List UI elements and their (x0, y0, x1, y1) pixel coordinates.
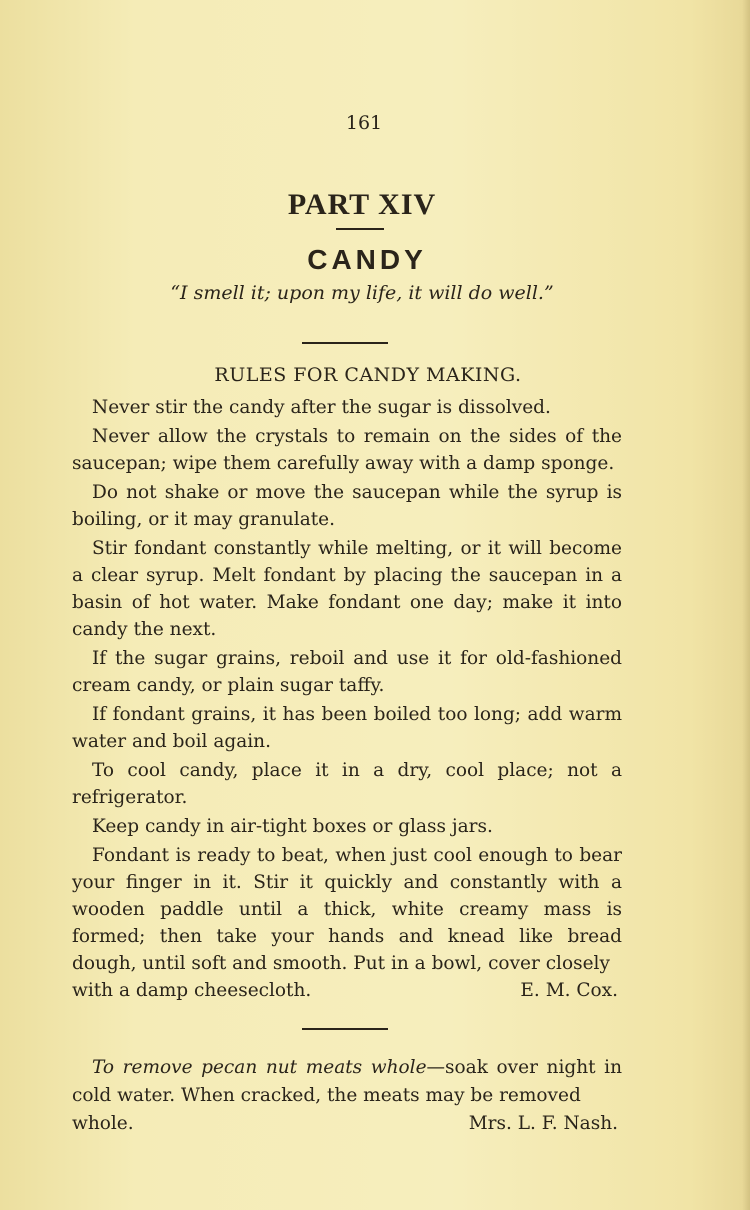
part-title: PART XIV (287, 188, 437, 221)
tip-last-text: whole. (72, 1113, 134, 1134)
fondant-last-line (72, 977, 622, 1004)
rule-paragraph: Do not shake or move the saucepan while the syrup is boiling, or it may granulate. (72, 482, 622, 530)
rule-paragraph: Never stir the candy after the sugar is dissolved. (92, 397, 551, 418)
fondant-signature: E. M. Cox. (520, 980, 618, 1001)
rule-paragraph: Keep candy in air-tight boxes or glass jars. (92, 816, 493, 837)
fondant-text: Fondant is ready to beat, when just cool enough to bear your finger in it. Stir it quickly and constantly with a wooden paddle until a thick, white creamy mass is formed; then take your hands and knead like bread dough, until soft and smooth. Put in a bowl, cover closely (72, 845, 622, 974)
pecan-tip-paragraph (72, 1054, 622, 1110)
rule-paragraph: Stir fondant constantly while melting, or it will become a clear syrup. Melt fondant by placing the saucepan in a basin of hot water. Make fondant one day; make it into candy the next. (72, 538, 622, 640)
chapter-title: CANDY (307, 244, 427, 275)
fondant-last-text: with a damp cheesecloth. (72, 980, 312, 1001)
rules-list (72, 394, 622, 1004)
rule-paragraph: Never allow the crystals to remain on the sides of the saucepan; wipe them carefully away with a damp sponge. (72, 426, 622, 474)
rule-paragraph: To cool candy, place it in a dry, cool place; not a refrigerator. (72, 760, 622, 808)
page-number: 161 (345, 112, 383, 134)
rule-paragraph: If fondant grains, it has been boiled too long; add warm water and boil again. (72, 704, 622, 752)
epigraph: “I smell it; upon my life, it will do well.” (170, 282, 554, 304)
page-edge-shadow (742, 0, 750, 1210)
tip-last-line (72, 1110, 622, 1138)
tip-signature: Mrs. L. F. Nash. (468, 1113, 618, 1134)
tip-lead: To remove pecan nut meats whole (92, 1057, 427, 1078)
title-divider (336, 228, 384, 230)
tip-text: —soak over night in cold water. When cracked, the meats may be removed (72, 1057, 622, 1106)
fondant-paragraph (72, 842, 622, 977)
section-divider (302, 1028, 388, 1030)
epigraph-divider (302, 342, 388, 344)
page-content (72, 112, 622, 1138)
rule-paragraph: If the sugar grains, reboil and use it for old-fashioned cream candy, or plain sugar taffy. (72, 648, 622, 696)
section-heading: RULES FOR CANDY MAKING. (214, 364, 522, 386)
